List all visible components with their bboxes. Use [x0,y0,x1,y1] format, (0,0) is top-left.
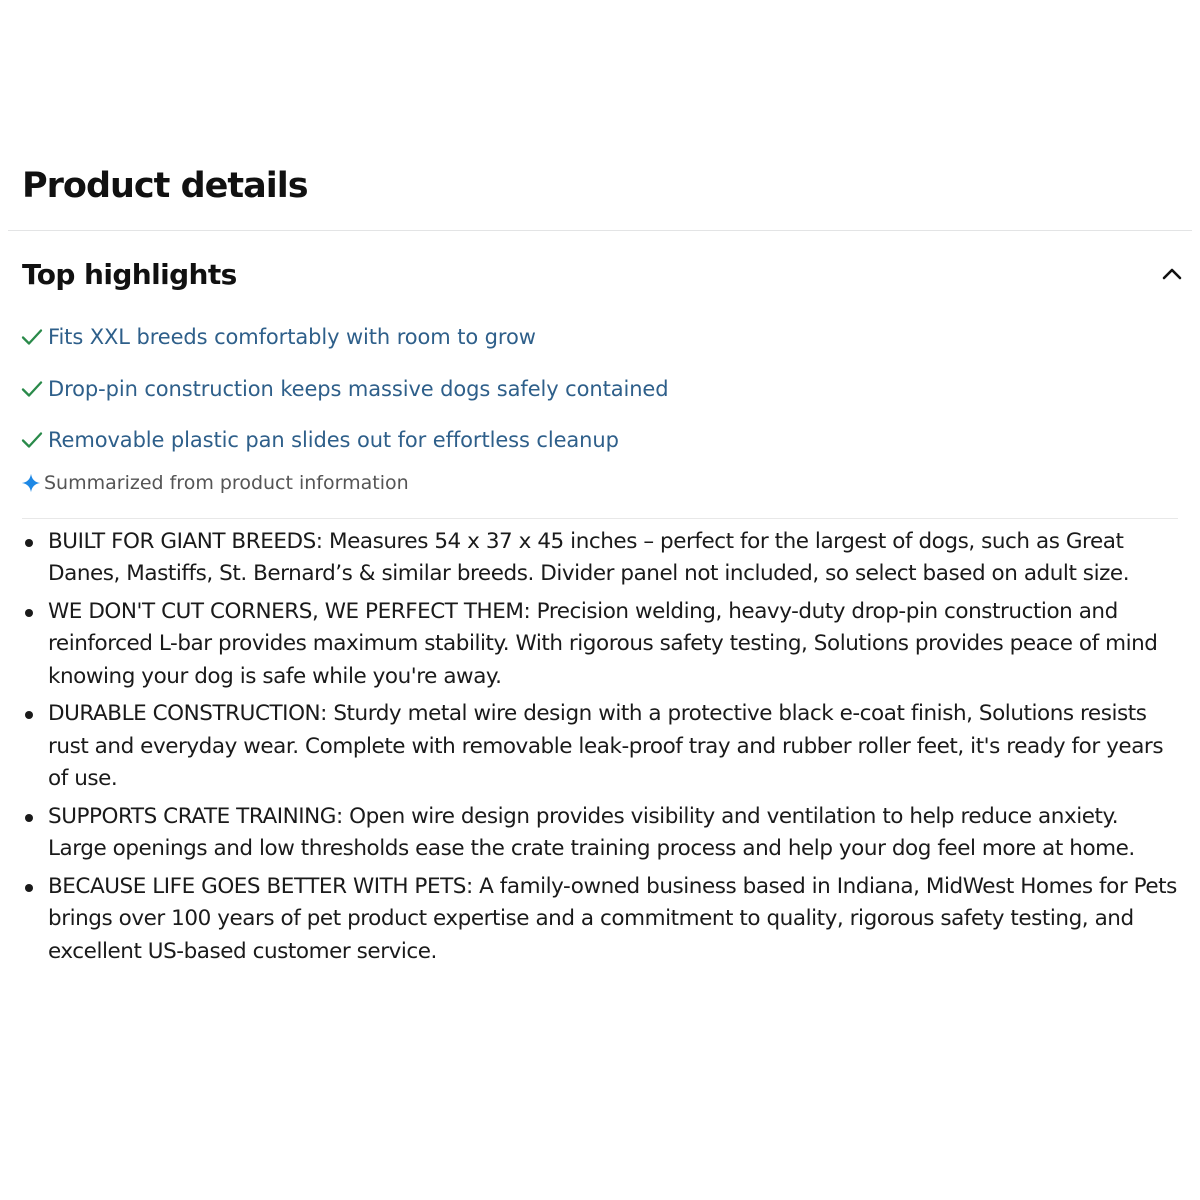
list-item [22,871,1182,968]
summary-text: Summarized from product information [44,472,409,494]
bullet-dot [25,539,33,547]
ai-summary-note [20,472,409,494]
top-highlights-toggle[interactable] [22,252,1184,296]
list-item [22,801,1182,866]
bullet-dot [25,711,33,719]
bullet-dot [25,814,33,822]
check-icon [20,325,44,349]
detail-text: DURABLE CONSTRUCTION: Sturdy metal wire design with a protective black e-coat finish, Solutions resists rust and everyday wear. Complete with removable leak-proof tray and rubber roller feet, it's ready for years of use. [48,701,1164,792]
page-title: Product details [22,166,308,206]
highlight-text: Fits XXL breeds comfortably with room to grow [48,325,536,349]
list-item [22,596,1182,693]
highlight-item [20,318,668,356]
detail-text: BECAUSE LIFE GOES BETTER WITH PETS: A family-owned business based in Indiana, MidWest Homes for Pets brings over 100 years of pet product expertise and a commitment to quality, rigorous safety testing, and excellent US-based customer service. [48,873,1177,964]
bullet-dot [25,884,33,892]
list-item [22,526,1182,591]
sparkle-icon [20,472,42,494]
highlight-text: Drop-pin construction keeps massive dogs safely contained [48,376,669,401]
section-title: Top highlights [22,257,237,291]
detail-text: WE DON'T CUT CORNERS, WE PERFECT THEM: Precision welding, heavy-duty drop-pin construction and reinforced L-bar provides maximum stability. With rigorous safety testing, Solutions provides peace of mind knowing your dog is safe while you're away. [48,599,1158,689]
highlight-item [20,370,668,408]
check-icon [20,377,44,401]
highlight-item [20,421,668,459]
highlight-text: Removable plastic pan slides out for effortless cleanup [48,428,619,452]
detail-text: BUILT FOR GIANT BREEDS: Measures 54 x 37 x 45 inches – perfect for the largest of dogs, such as Great Danes, Mastiffs, St. Bernard’s & similar breeds. Divider panel not included, so select based on adult size. [48,529,1130,587]
highlights-list [20,318,668,473]
list-item [22,698,1182,795]
detail-text: SUPPORTS CRATE TRAINING: Open wire design provides visibility and ventilation to help reduce anxiety. Large openings and low thresholds ease the crate training process and help your dog feel more at home. [48,803,1135,862]
bullet-dot [25,609,33,617]
product-details-list [22,526,1182,973]
section-divider [8,230,1192,231]
check-icon [20,428,44,452]
section-divider [22,518,1178,519]
chevron-up-icon[interactable] [1160,262,1184,286]
